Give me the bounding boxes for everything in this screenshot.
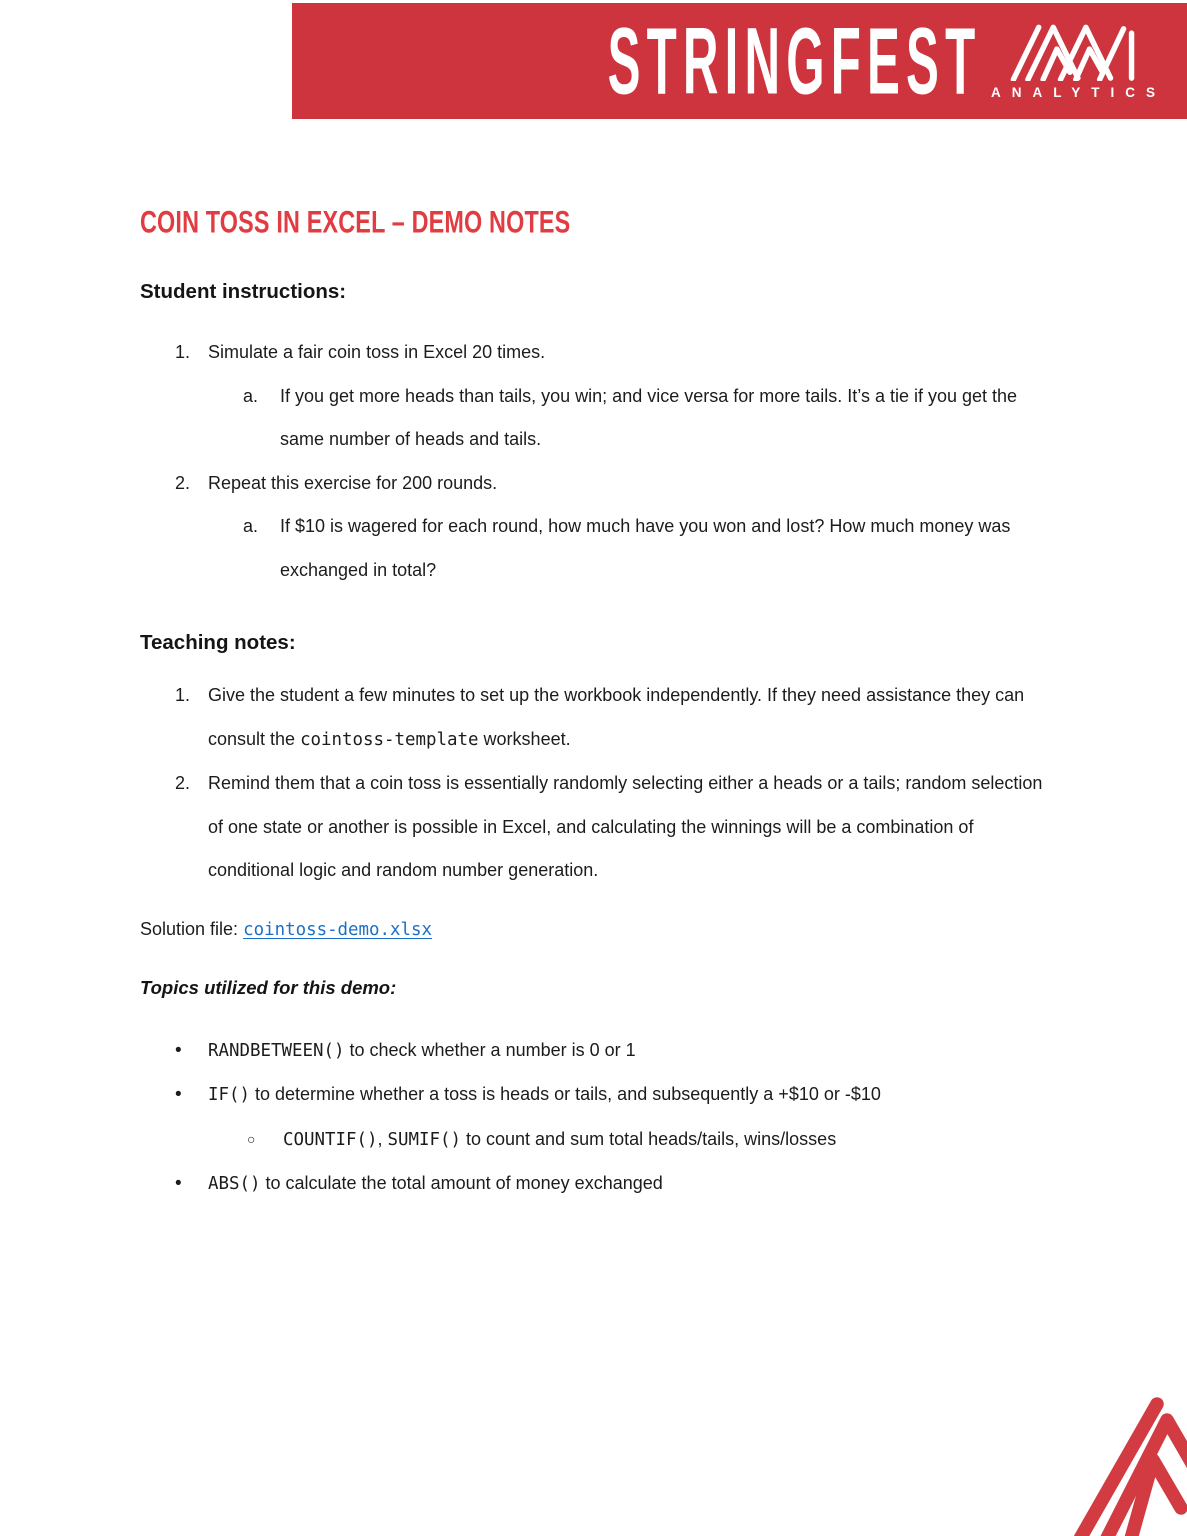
list-item-text [208,762,1051,894]
list-item [140,1073,1056,1118]
student-instructions-list [140,331,1056,592]
list-item-text: Simulate a fair coin toss in Excel 20 times. [208,342,546,362]
list-number: 2. [175,472,191,493]
list-item [140,762,1056,894]
text-run: Give the student a few minutes to set up the workbook independently. If they need assistance they can consult the [208,685,1025,749]
solution-file-link[interactable]: cointoss-demo.xlsx [243,919,433,940]
document-body [140,119,1056,1207]
list-item-text [208,1073,1051,1118]
bullet-icon: • [175,1084,182,1105]
list-number: 2. [175,773,191,793]
list-item [140,674,1056,762]
text-run: Remind them that a coin toss is essentially randomly selecting either a heads or a tails; random selection of one state or another is possible in Excel, and calculating the winnings will be a combination of conditional logic and random number generation. [208,773,1043,880]
inline-code: ABS() [208,1174,261,1194]
bullet-icon: • [175,1039,182,1061]
page-title: COIN TOSS IN EXCEL – DEMO NOTES [140,205,571,240]
list-item-text: Repeat this exercise for 200 rounds. [208,472,498,493]
text-run: , [377,1128,388,1149]
list-item-text [283,1118,1050,1163]
list-number: 1. [175,342,191,362]
list-item-text: If $10 is wagered for each round, how much have you won and lost? How much money was exchanged in total? [280,516,1011,580]
list-letter: a. [243,516,259,536]
mountain-m-icon [989,23,1161,81]
list-item [140,1162,1056,1207]
text-run: to check whether a number is 0 or 1 [344,1039,636,1060]
inline-code: COUNTIF() [283,1129,378,1150]
brand-subtext: ANALYTICS [991,84,1167,100]
inline-code: IF() [208,1085,250,1105]
teaching-notes-heading: Teaching notes: [140,631,296,654]
brand-banner [292,3,1187,119]
list-item [140,1118,1056,1163]
inline-code: SUMIF() [387,1129,461,1150]
brand-logo [989,23,1165,100]
list-letter: a. [243,385,259,406]
corner-mountain-m-icon [1069,1396,1187,1536]
brand-lockup [314,6,1167,114]
list-item [140,1029,1056,1074]
inline-code: RANDBETWEEN() [208,1040,345,1061]
solution-file-label: Solution file: [140,918,239,939]
list-item-text [208,1029,1051,1074]
list-item [140,375,1056,462]
list-item-text [208,1162,1051,1207]
circle-bullet-icon: ○ [247,1130,256,1147]
bullet-icon: • [175,1173,182,1194]
list-item-text [208,674,1051,762]
topics-heading: Topics utilized for this demo: [140,976,397,998]
list-item-text: If you get more heads than tails, you win; and vice versa for more tails. It’s a tie if you get the same number of heads and tails. [280,385,1018,449]
topics-list [140,1029,1056,1207]
text-run: to determine whether a toss is heads or tails, and subsequently a +$10 or -$10 [250,1084,881,1104]
list-item [140,505,1056,592]
text-run: to count and sum total heads/tails, wins/losses [461,1128,837,1149]
list-item [140,462,1056,506]
brand-wordmark: STRINGFEST [607,6,981,114]
list-number: 1. [175,685,191,705]
teaching-notes-list [140,674,1056,894]
text-run: to calculate the total amount of money exchanged [260,1173,663,1193]
solution-file-line [140,916,1056,944]
inline-code: cointoss-template [300,729,479,750]
list-item [140,331,1056,375]
student-instructions-heading: Student instructions: [140,280,347,303]
text-run: worksheet. [478,728,571,749]
